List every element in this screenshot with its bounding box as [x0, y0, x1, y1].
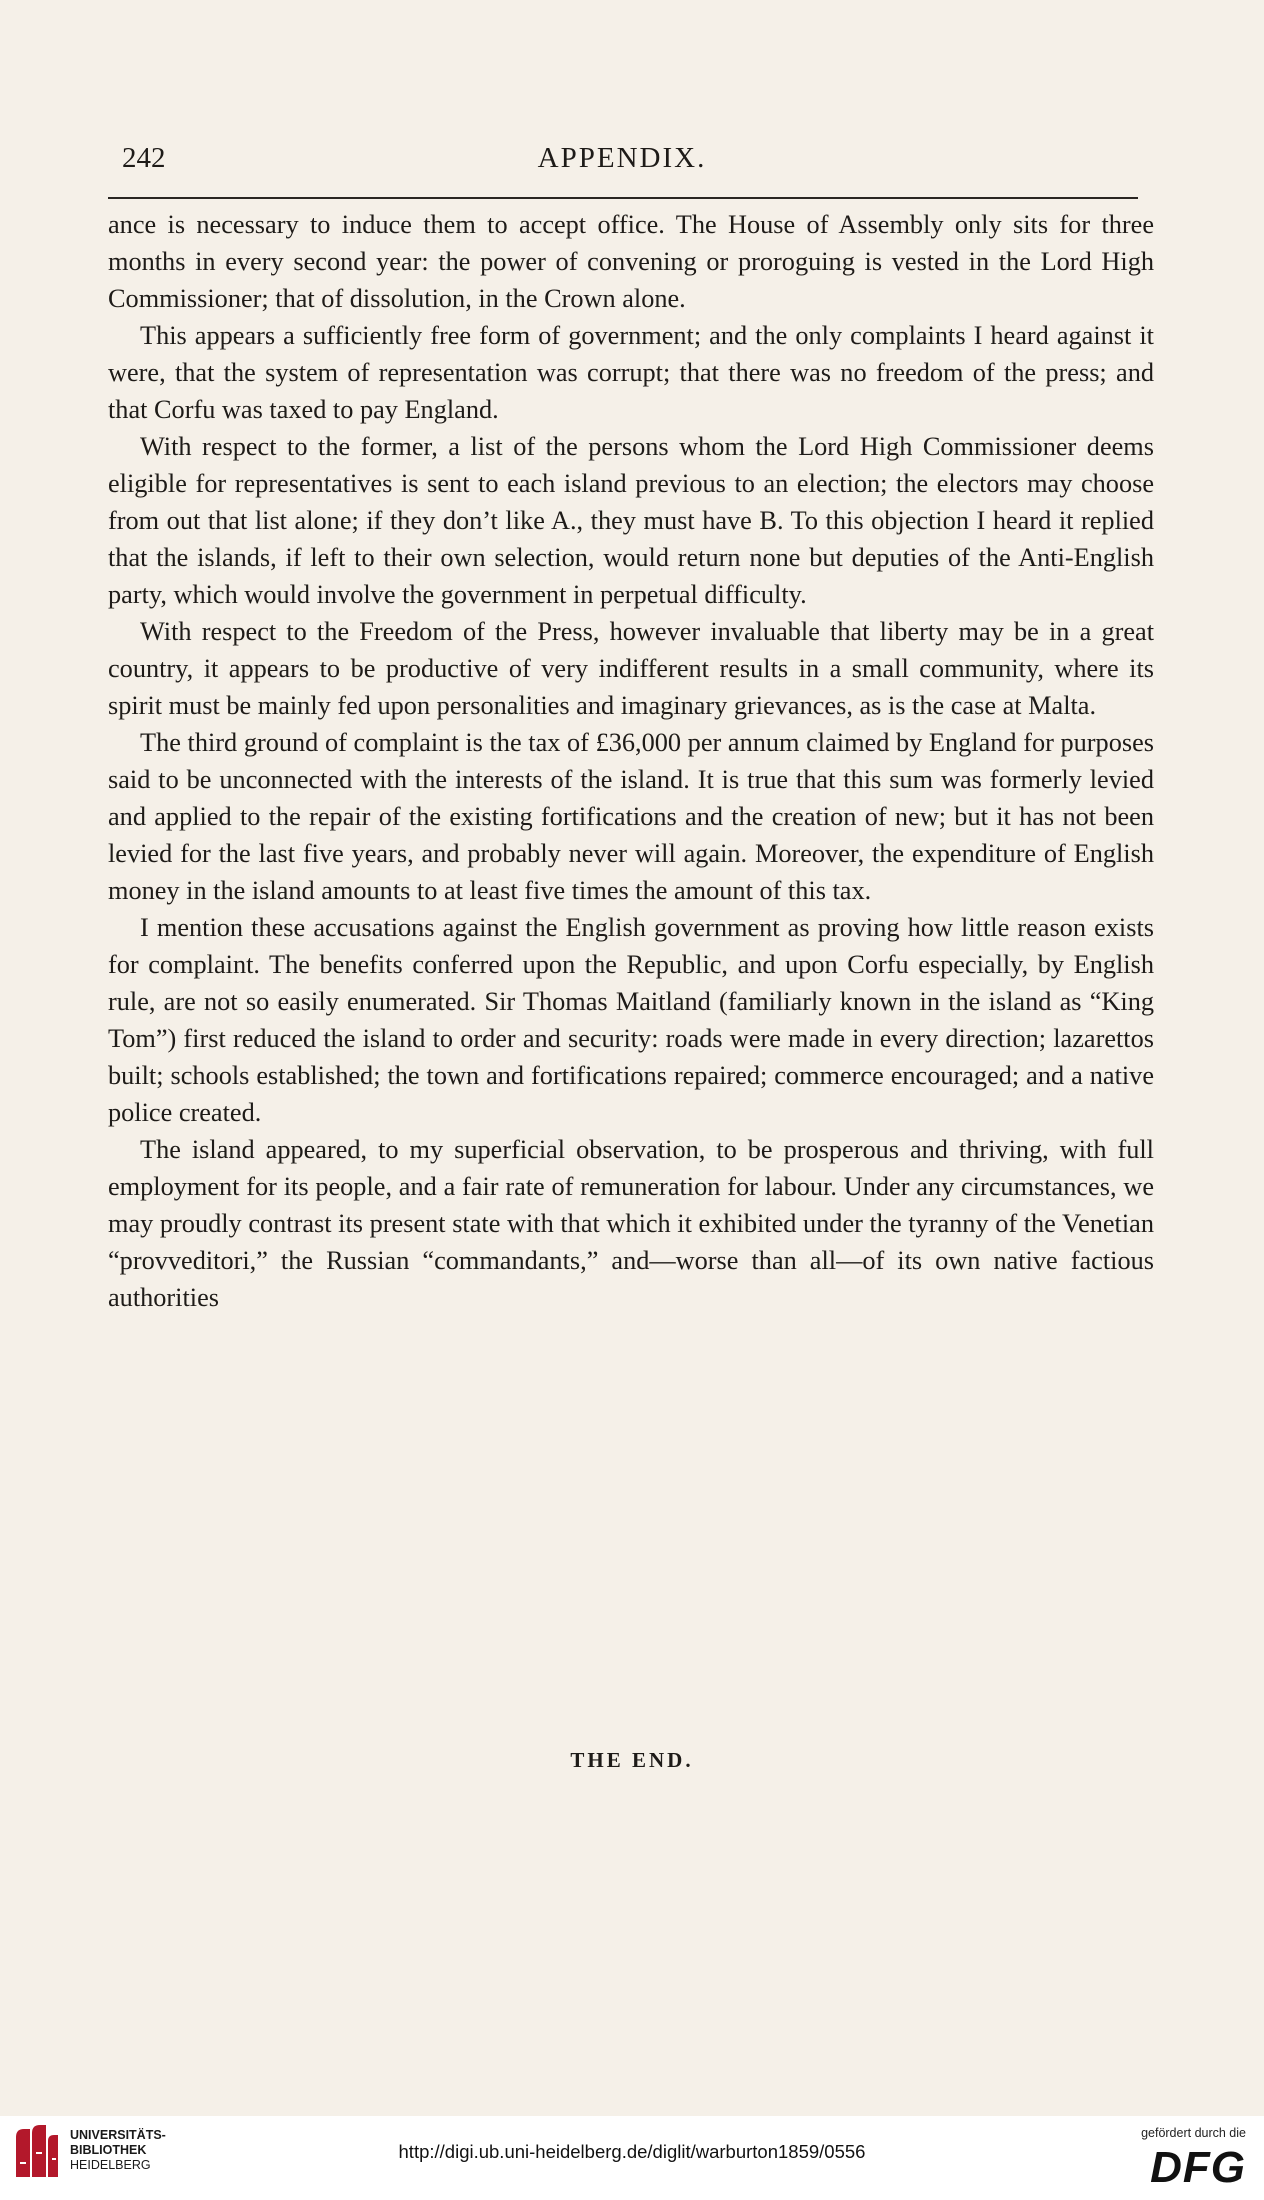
source-url-link[interactable]: http://digi.ub.uni-heidelberg.de/diglit/warburton1859/0556 — [398, 2141, 866, 2162]
dfg-logo: DFG — [1150, 2143, 1246, 2192]
page-header — [108, 142, 1136, 182]
running-head: APPENDIX. — [537, 142, 707, 174]
paragraph: This appears a sufficiently free form of government; and the only complaints I heard against it were, that the system of representation was corrupt; that there was no freedom of the press; and that Corfu was taxed to pay England. — [108, 321, 1154, 424]
library-name: UNIVERSITÄTS- BIBLIOTHEK HEIDELBERG — [70, 2128, 166, 2172]
page-number: 242 — [122, 142, 166, 174]
the-end-heading: THE END. — [570, 1748, 694, 1772]
paragraph: With respect to the Freedom of the Press, however invaluable that liberty may be in a great country, it appears to be productive of very indifferent results in a small community, where its spirit must be mainly fed upon personalities and imaginary grievances, as is the case at Malta. — [108, 617, 1154, 720]
paragraph: With respect to the former, a list of the persons whom the Lord High Commissioner deems eligible for representatives is sent to each island previous to an election; the electors may choose from out that list alone; if they don’t like A., they must have B. To this objection I heard it replied that the islands, if left to their own selection, would return none but deputies of the Anti-English party, which would involve the government in perpetual difficulty. — [108, 432, 1154, 609]
paragraph: The island appeared, to my superficial observation, to be prosperous and thriving, with full employment for its people, and a fair rate of remuneration for labour. Under any circumstances, we may proudly contrast its present state with that which it exhibited under the tyranny of the Venetian “provveditori,” the Russian “commandants,” and—worse than all—of its own native factious authorities — [108, 1135, 1154, 1312]
body-text — [108, 206, 1154, 1316]
paragraph: ance is necessary to induce them to accept office. The House of Assembly only sits for three months in every second year: the power of convening or proroguing is vested in the Lord High Commissioner; that of dissolution, in the Crown alone. — [108, 210, 1154, 313]
funding-caption: gefördert durch die — [1141, 2126, 1246, 2140]
paragraph: The third ground of complaint is the tax of £36,000 per annum claimed by England for purposes said to be unconnected with the interests of the island. It is true that this sum was formerly levied and applied to the repair of the existing fortifications and the creation of new; but it has not been levied for the last five years, and probably never will again. Moreover, the expenditure of English money in the island amounts to at least five times the amount of this tax. — [108, 728, 1154, 905]
paragraph: I mention these accusations against the English government as proving how little reason exists for complaint. The benefits conferred upon the Republic, and upon Corfu especially, by English rule, are not so easily enumerated. Sir Thomas Maitland (familiarly known in the island as “King Tom”) first reduced the island to order and security: roads were made in every direction; lazarettos built; schools established; the town and fortifications repaired; commerce encouraged; and a native police created. — [108, 913, 1154, 1127]
header-rule — [108, 197, 1138, 199]
